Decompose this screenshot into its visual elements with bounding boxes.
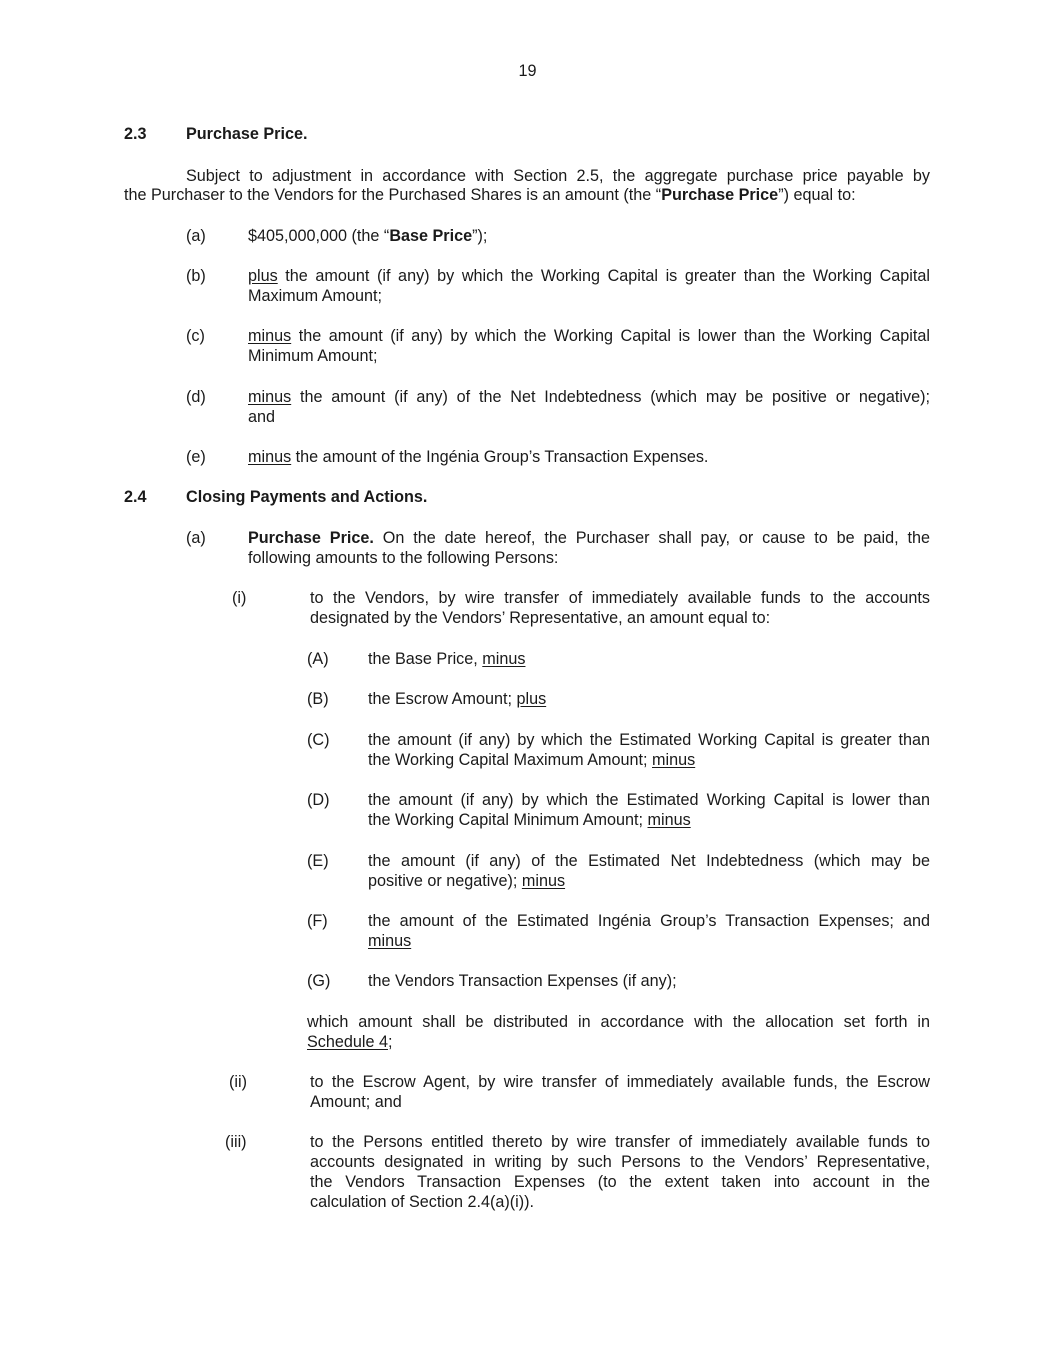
distribution-line-1: which amount shall be distributed in accordance with the allocation set forth in — [307, 1013, 930, 1031]
item-e-label: (e) — [186, 448, 206, 466]
clause-iii-line-1: to the Persons entitled thereto by wire transfer of immediately available funds to — [310, 1133, 930, 1151]
clause-ii-line-2: Amount; and — [310, 1093, 402, 1111]
clause-iii-line-3: the Vendors Transaction Expenses (to the extent taken into account in the — [310, 1173, 930, 1191]
item-d-label: (d) — [186, 388, 206, 406]
clause-a-line-1: Purchase Price. On the date hereof, the Purchaser shall pay, or cause to be paid, the — [248, 529, 930, 547]
section-2-3-title: Purchase Price. — [186, 125, 308, 143]
item-e-text: minus the amount of the Ingénia Group’s Transaction Expenses. — [248, 448, 709, 466]
clause-i-line-1: to the Vendors, by wire transfer of immediately available funds to the accounts — [310, 589, 930, 607]
sub-E-label: (E) — [307, 852, 329, 870]
clause-iii-line-2: accounts designated in writing by such Persons to the Vendors’ Representative, — [310, 1153, 930, 1171]
sub-E-line-1: the amount (if any) of the Estimated Net Indebtedness (which may be — [368, 852, 930, 870]
sub-D-line-1: the amount (if any) by which the Estimated Working Capital is lower than — [368, 791, 930, 809]
sub-F-line-2: minus — [368, 932, 412, 950]
purchase-price-term: Purchase Price — [661, 186, 779, 204]
section-2-4-title: Closing Payments and Actions. — [186, 488, 428, 506]
section-2-3-intro-line-2: the Purchaser to the Vendors for the Purchased Shares is an amount (the “Purchase Price”) equal to: — [124, 186, 856, 204]
item-a-text: $405,000,000 (the “Base Price”); — [248, 227, 488, 245]
sub-G-label: (G) — [307, 972, 331, 990]
item-b-line-2: Maximum Amount; — [248, 287, 383, 305]
item-a-label: (a) — [186, 227, 206, 245]
item-b-label: (b) — [186, 267, 206, 285]
sub-D-line-2: the Working Capital Minimum Amount; minus — [368, 811, 691, 829]
base-price-term: Base Price — [389, 227, 473, 245]
clause-iii-label: (iii) — [225, 1133, 247, 1151]
item-c-line-2: Minimum Amount; — [248, 347, 378, 365]
sub-G-text: the Vendors Transaction Expenses (if any); — [368, 972, 677, 990]
item-d-line-1: minus the amount (if any) of the Net Indebtedness (which may be positive or negative); — [248, 388, 930, 406]
sub-A-text: the Base Price, minus — [368, 650, 526, 668]
section-2-3-number: 2.3 — [124, 125, 147, 143]
schedule-4-reference: Schedule 4 — [307, 1033, 389, 1051]
clause-ii-label: (ii) — [229, 1073, 247, 1091]
item-d-line-2: and — [248, 408, 276, 426]
clause-a-heading: Purchase Price. — [248, 529, 374, 547]
sub-E-line-2: positive or negative); minus — [368, 872, 566, 890]
clause-i-line-2: designated by the Vendors’ Representative, an amount equal to: — [310, 609, 771, 627]
clause-a-label: (a) — [186, 529, 206, 547]
clause-a-line-2: following amounts to the following Persons: — [248, 549, 559, 567]
sub-B-label: (B) — [307, 690, 329, 708]
sub-C-line-1: the amount (if any) by which the Estimated Working Capital is greater than — [368, 731, 930, 749]
sub-C-line-2: the Working Capital Maximum Amount; minus — [368, 751, 696, 769]
clause-ii-line-1: to the Escrow Agent, by wire transfer of immediately available funds, the Escrow — [310, 1073, 930, 1091]
page-number: 19 — [518, 62, 537, 80]
sub-D-label: (D) — [307, 791, 330, 809]
item-c-line-1: minus the amount (if any) by which the Working Capital is lower than the Working Capital — [248, 327, 930, 345]
item-c-label: (c) — [186, 327, 205, 345]
section-2-4-number: 2.4 — [124, 488, 147, 506]
sub-A-label: (A) — [307, 650, 329, 668]
sub-C-label: (C) — [307, 731, 330, 749]
clause-iii-line-4: calculation of Section 2.4(a)(i)). — [310, 1193, 535, 1211]
item-b-line-1: plus the amount (if any) by which the Working Capital is greater than the Working Capital — [248, 267, 930, 285]
section-2-3-intro-line-1: Subject to adjustment in accordance with Section 2.5, the aggregate purchase price payable by — [186, 167, 930, 185]
sub-F-line-1: the amount of the Estimated Ingénia Group’s Transaction Expenses; and — [368, 912, 930, 930]
sub-B-text: the Escrow Amount; plus — [368, 690, 547, 708]
sub-F-label: (F) — [307, 912, 328, 930]
distribution-line-2: Schedule 4; — [307, 1033, 393, 1051]
clause-i-label: (i) — [232, 589, 247, 607]
